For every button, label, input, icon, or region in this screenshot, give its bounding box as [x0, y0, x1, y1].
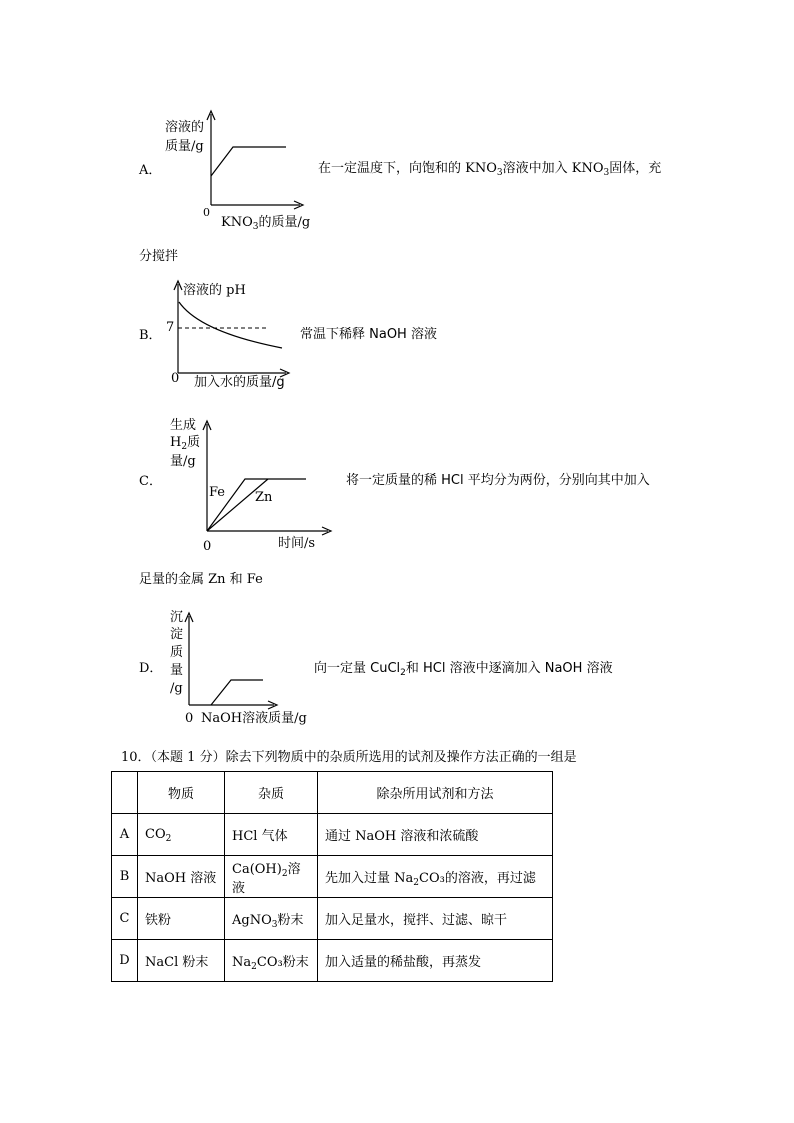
row-impurity: $Ca(OH)_2$溶液	[225, 856, 318, 898]
row-impurity: HCl 气体	[225, 814, 318, 856]
graph-d-y-label-char-4: 量	[170, 663, 184, 678]
option-b-description: 常温下稀释 NaOH 溶液	[300, 327, 437, 342]
table-row	[112, 940, 553, 982]
row-method: 加入足量水，搅拌、过滤、晾干	[318, 898, 553, 940]
table-header-row	[112, 772, 553, 814]
question-10-table	[111, 771, 553, 982]
graph-c-y-label-1: 生成	[170, 418, 197, 433]
graph-a-y-label-2: 质量/g	[165, 139, 204, 154]
graph-b-y-label: 溶液的 pH	[183, 283, 246, 298]
row-substance: NaOH 溶液	[138, 856, 225, 898]
option-d-description: 向一定量 CuCl$_2$和 HCl 溶液中逐滴加入 NaOH 溶液	[314, 661, 613, 678]
graph-b-seven-label: 7	[166, 320, 175, 335]
option-c-description: 将一定质量的稀 HCl 平均分为两份，分别向其中加入	[346, 473, 650, 488]
table-row	[112, 814, 553, 856]
row-option: C	[112, 898, 138, 940]
row-option: B	[112, 856, 138, 898]
graph-c-origin: 0	[203, 539, 212, 554]
row-substance: $CO_2$	[138, 814, 225, 856]
option-d-letter: D．	[139, 661, 163, 676]
graph-d-curve	[211, 680, 263, 705]
graph-d-y-label-char-2: 淀	[170, 627, 184, 642]
row-option: D	[112, 940, 138, 982]
row-substance: 铁粉	[138, 898, 225, 940]
graph-b-x-label: 加入水的质量/g	[194, 375, 285, 390]
option-a-description-cont: 分搅拌	[139, 249, 179, 264]
graph-a-x-label: $KNO_3$的质量/g	[221, 215, 311, 232]
graph-d-y-label-char-5: /g	[170, 681, 183, 696]
graph-a-y-label-1: 溶液的	[165, 120, 205, 135]
table-row	[112, 856, 553, 898]
graph-d-y-label-char-1: 沉	[170, 610, 184, 625]
header-option	[112, 772, 138, 814]
row-substance: NaCl 粉末	[138, 940, 225, 982]
header-substance: 物质	[138, 772, 225, 814]
table-row	[112, 898, 553, 940]
row-method: 加入适量的稀盐酸，再蒸发	[318, 940, 553, 982]
graph-c-fe-label: Fe	[209, 485, 226, 500]
question-10-title: 10．（本题 1 分）除去下列物质中的杂质所选用的试剂及操作方法正确的一组是	[121, 750, 577, 765]
graph-b-origin: 0	[171, 371, 180, 386]
graph-d-y-label-char-3: 质	[170, 645, 184, 660]
graph-a-origin: 0	[203, 206, 210, 219]
option-a-description: 在一定温度下，向饱和的 $KNO_3$溶液中加入 $KNO_3$固体，充	[318, 161, 662, 178]
option-b-letter: B．	[139, 328, 162, 343]
option-a-letter: A．	[139, 163, 162, 178]
row-impurity: $Na_2CO_3$粉末	[225, 940, 318, 982]
header-method: 除杂所用试剂和方法	[318, 772, 553, 814]
row-method: 通过 NaOH 溶液和浓硫酸	[318, 814, 553, 856]
graph-d-origin: 0	[185, 711, 194, 726]
graph-c-zn-label: Zn	[255, 490, 273, 505]
row-method: 先加入过量 $Na_2CO_3$的溶液，再过滤	[318, 856, 553, 898]
graph-c-x-label: 时间/s	[278, 536, 316, 551]
row-impurity: AgNO$_3$粉末	[225, 898, 318, 940]
graph-c-y-label-2: $H_2$质	[170, 435, 201, 452]
option-c-description-cont: 足量的金属 Zn 和 Fe	[139, 572, 263, 587]
header-impurity: 杂质	[225, 772, 318, 814]
row-option: A	[112, 814, 138, 856]
graph-d-x-label: NaOH溶液质量/g	[201, 711, 307, 726]
option-c-letter: C．	[139, 474, 162, 489]
graph-c-y-label-3: 量/g	[170, 454, 196, 469]
